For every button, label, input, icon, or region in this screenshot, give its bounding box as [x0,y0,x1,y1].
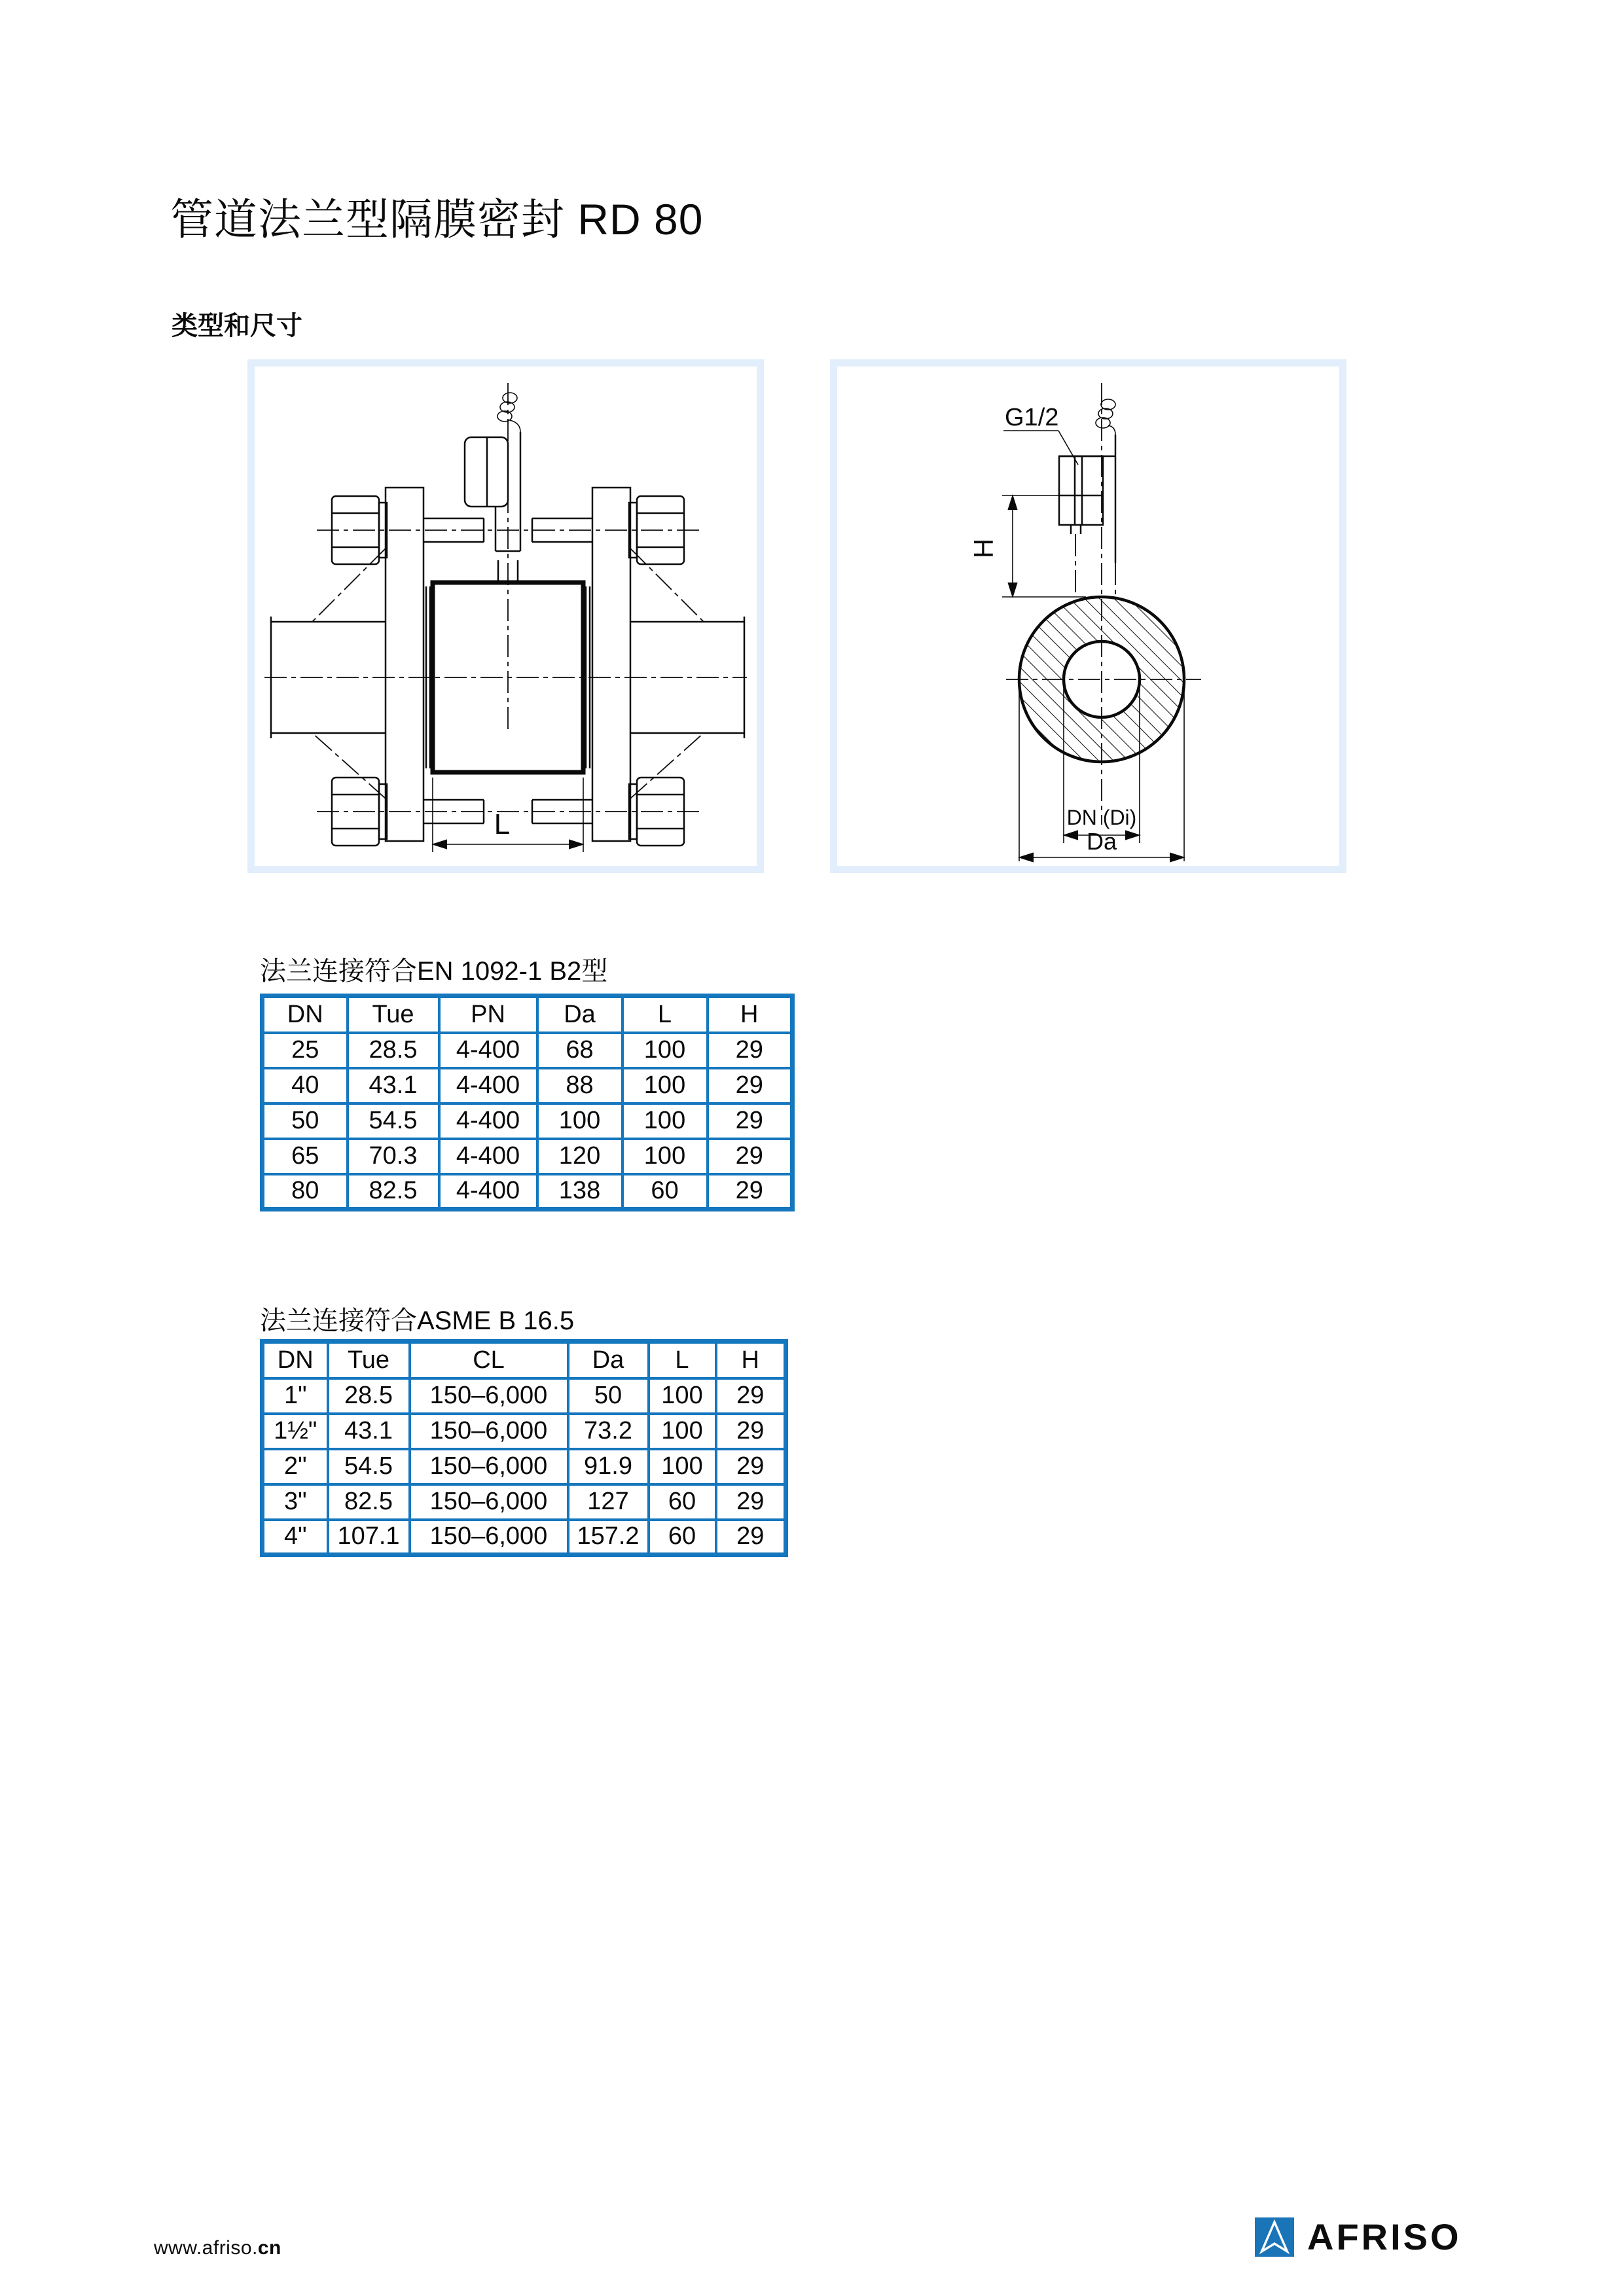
table-cell: 100 [649,1449,716,1484]
table-cell: 29 [708,1068,793,1103]
table-row [262,1520,786,1555]
table-cell: 4-400 [439,1068,537,1103]
dimension-h [968,495,1086,597]
table-cell: 100 [623,1033,708,1068]
table-cell: 4" [262,1520,328,1555]
table-cell: 157.2 [568,1520,649,1555]
front-view-drawing [255,367,757,866]
column-header: Da [537,996,623,1033]
table-cell: 4-400 [439,1033,537,1068]
dimension-label-dn: DN (Di) [1066,806,1137,829]
column-header: DN [262,1342,328,1378]
table-cell: 150–6,000 [410,1378,568,1414]
table-cell: 29 [716,1484,786,1520]
table-header-row [262,1342,786,1378]
column-header: Da [568,1342,649,1378]
column-header: L [623,996,708,1033]
side-view-drawing [837,367,1339,866]
table-cell: 100 [623,1139,708,1174]
table-cell: 82.5 [348,1174,439,1210]
table-row [262,1449,786,1484]
column-header: PN [439,996,537,1033]
table-row [262,1414,786,1449]
table-cell: 29 [716,1520,786,1555]
table-cell: 40 [262,1068,348,1103]
table-cell: 29 [716,1414,786,1449]
table-cell: 4-400 [439,1103,537,1139]
brand-name: AFRISO [1307,2216,1462,2257]
column-header: H [716,1342,786,1378]
capillary-icon [497,393,520,432]
table-cell: 150–6,000 [410,1484,568,1520]
table-cell: 68 [537,1033,623,1068]
table-cell: 91.9 [568,1449,649,1484]
table-cell: 29 [708,1103,793,1139]
side-view-panel [830,359,1346,873]
table-cell: 1" [262,1378,328,1414]
table-row [262,1174,793,1210]
table-cell: 60 [649,1520,716,1555]
table-cell: 100 [537,1103,623,1139]
table-cell: 29 [708,1139,793,1174]
table-cell: 43.1 [328,1414,410,1449]
table-cell: 138 [537,1174,623,1210]
website-url-suffix: cn [257,2237,281,2259]
afriso-logo [1255,2217,1462,2257]
table-cell: 100 [649,1378,716,1414]
capillary-icon [1096,399,1115,435]
table-cell: 88 [537,1068,623,1103]
table-cell: 50 [262,1103,348,1139]
table-cell: 1½" [262,1414,328,1449]
table-cell: 100 [649,1414,716,1449]
table-cell: 50 [568,1378,649,1414]
table-cell: 65 [262,1139,348,1174]
thread-label: G1/2 [1005,404,1059,431]
table-cell: 4-400 [439,1139,537,1174]
website-url [154,2237,281,2259]
table-cell: 82.5 [328,1484,410,1520]
table-row [262,1033,793,1068]
table-cell: 43.1 [348,1068,439,1103]
table-cell: 70.3 [348,1139,439,1174]
table-row [262,1484,786,1520]
dimension-label-l: L [494,808,511,840]
column-header: Tue [328,1342,410,1378]
spec-table-asme [260,1339,788,1557]
table-row [262,1103,793,1139]
table-row [262,1378,786,1414]
table-cell: 100 [623,1068,708,1103]
table-cell: 150–6,000 [410,1449,568,1484]
table-cell: 29 [716,1449,786,1484]
table-cell: 28.5 [348,1033,439,1068]
table-cell: 2" [262,1449,328,1484]
column-header: H [708,996,793,1033]
table-cell: 25 [262,1033,348,1068]
afriso-arrow-icon [1255,2217,1294,2257]
website-url-prefix: www.afriso. [154,2237,258,2259]
table-row [262,1068,793,1103]
table-cell: 150–6,000 [410,1414,568,1449]
column-header: L [649,1342,716,1378]
section-heading: 类型和尺寸 [171,312,302,340]
table-cell: 4-400 [439,1174,537,1210]
column-header: CL [410,1342,568,1378]
table-cell: 54.5 [348,1103,439,1139]
table-cell: 60 [649,1484,716,1520]
dimension-label-da: Da [1086,828,1117,855]
table-cell: 29 [716,1378,786,1414]
spec-table-en1092 [260,994,795,1211]
table-caption-en1092: 法兰连接符合EN 1092-1 B2型 [260,957,608,986]
table-cell: 120 [537,1139,623,1174]
table-cell: 73.2 [568,1414,649,1449]
table-cell: 107.1 [328,1520,410,1555]
column-header: Tue [348,996,439,1033]
table-caption-asme: 法兰连接符合ASME B 16.5 [260,1306,575,1335]
dimension-label-h: H [968,538,999,559]
column-header: DN [262,996,348,1033]
front-view-panel [247,359,764,873]
dimension-l [433,778,583,852]
table-header-row [262,996,793,1033]
table-cell: 3" [262,1484,328,1520]
table-cell: 127 [568,1484,649,1520]
page-title: 管道法兰型隔膜密封 RD 80 [170,195,704,243]
table-cell: 150–6,000 [410,1520,568,1555]
table-cell: 29 [708,1033,793,1068]
table-cell: 60 [623,1174,708,1210]
table-row [262,1139,793,1174]
table-cell: 54.5 [328,1449,410,1484]
table-cell: 100 [623,1103,708,1139]
table-cell: 28.5 [328,1378,410,1414]
table-cell: 80 [262,1174,348,1210]
table-cell: 29 [708,1174,793,1210]
